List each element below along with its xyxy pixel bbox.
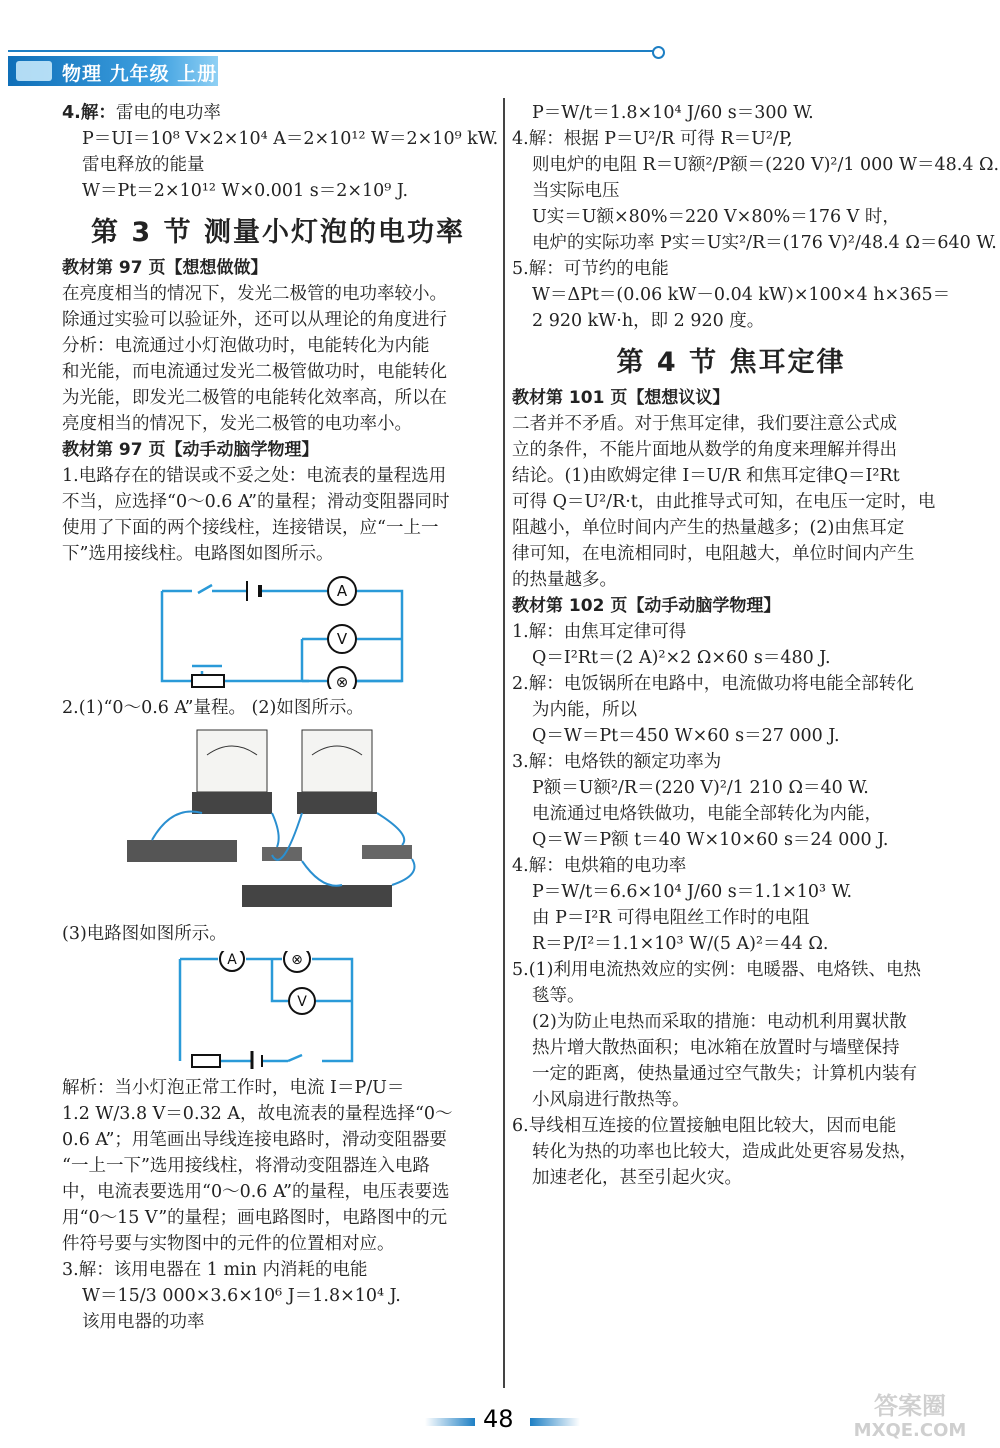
t2-line: 不当，应选择“0～0.6 A”的量程；滑动变阻器同时 [62,492,450,512]
t4-line: 小风扇进行散热等。 [532,1090,690,1110]
heading-p97-exercise: 教材第 97 页【动手动脑学物理】 [62,440,319,460]
q3-line: W＝15/3 000×3.6×10⁶ J＝1.8×10⁴ J. [82,1286,401,1306]
analysis-line: 1.2 W/3.8 V＝0.32 A，故电流表的量程选择“0～ [62,1104,453,1124]
analysis-line: 中，电流表要选用“0～0.6 A”的量程，电压表要选 [62,1182,450,1202]
t1-line: 分析：电流通过小灯泡做功时，电能转化为内能 [62,336,430,356]
t4-line: 电流通过电烙铁做功，电能全部转化为内能， [532,804,882,824]
circuit-diagram-1 [152,571,412,689]
header-rule [8,50,658,52]
t4-line: 转化为热的功率也比较大，造成此处更容易发热， [532,1142,917,1162]
t4-line: Q＝W＝P额 t＝40 W×10×60 s＝24 000 J. [532,830,889,850]
q4-number: 4.解： [62,103,116,123]
analysis-line: “一上一下”选用接线柱，将滑动变阻器连入电路 [62,1156,430,1176]
r2-line: 则电炉的电阻 R＝U额²/P额＝(220 V)²/1 000 W＝48.4 Ω. [532,155,1000,175]
section-4-title: 第 4 节 焦耳定律 [616,347,846,378]
q4-line1: P＝UI＝10⁸ V×2×10⁴ A＝2×10¹² W＝2×10⁹ kW. [82,129,499,149]
column-divider [503,98,505,1388]
q4-line3: W＝Pt＝2×10¹² W×0.001 s＝2×10⁹ J. [82,181,409,201]
t4-line: 5.(1)利用电流热效应的实例：电暖器、电烙铁、电热 [512,960,921,980]
t4-line: (2)为防止电热而采取的措施：电动机利用翼状散 [532,1012,907,1032]
t1-line: 和光能，而电流通过发光二极管做功时，电能转化 [62,362,447,382]
heading-p102: 教材第 102 页【动手动脑学物理】 [512,596,781,616]
header-decor-icon [16,61,52,81]
t4-line: 为内能，所以 [532,700,637,720]
q2c-line: (3)电路图如图所示。 [62,924,227,944]
r5-line: 5.解：可节约的电能 [512,259,669,279]
watermark-logo [835,1388,985,1440]
section-3-title: 第 3 节 测量小灯泡的电功率 [91,217,465,248]
q4-line2: 雷电释放的能量 [82,155,205,175]
r1-line: P＝W/t＝1.8×10⁴ J/60 s＝300 W. [532,103,814,123]
header-rule-end-dot [652,46,665,59]
t2-line: 下”选用接线柱。电路图如图所示。 [62,544,334,564]
q3-line: 3.解：该用电器在 1 min 内消耗的电能 [62,1260,368,1280]
t1-line: 除通过实验可以验证外，还可以从理论的角度进行 [62,310,447,330]
r2-line: 4.解：根据 P＝U²/R 可得 R＝U²/P, [512,129,793,149]
t3-line: 的热量越多。 [512,570,617,590]
heading-p97-think: 教材第 97 页【想想做做】 [62,258,268,278]
t2-line: 1.电路存在的错误或不妥之处：电流表的量程选用 [62,466,447,486]
t1-line: 亮度相当的情况下，发光二极管的电功率小。 [62,414,412,434]
t4-line: 一定的距离，使热量通过空气散失；计算机内装有 [532,1064,917,1084]
header-title: 物理 九年级 上册 [62,63,218,85]
analysis-line: 0.6 A”；用笔画出导线连接电路时，滑动变阻器要 [62,1130,447,1150]
analysis-line: 用“0～15 V”的量程；画电路图时，电路图中的元 [62,1208,448,1228]
t4-line: Q＝I²Rt＝(2 A)²×2 Ω×60 s＝480 J. [532,648,831,668]
circuit-diagram-2 [172,951,372,1069]
t3-line: 律可知，在电流相同时，电阻越大，单位时间内产生 [512,544,915,564]
t4-line: 1.解：由焦耳定律可得 [512,622,687,642]
svg-text:A: A [227,952,237,968]
t4-line: 4.解：电烘箱的电功率 [512,856,687,876]
t3-line: 结论。(1)由欧姆定律 I＝U/R 和焦耳定律Q＝I²Rt [512,466,900,486]
r5-line: W＝ΔPt＝(0.06 kW－0.04 kW)×100×4 h×365＝ [532,285,951,305]
t3-line: 立的条件，不能片面地从数学的角度来理解并得出 [512,440,897,460]
t4-line: P额＝U额²/R＝(220 V)²/1 210 Ω＝40 W. [532,778,869,798]
t4-line: Q＝W＝Pt＝450 W×60 s＝27 000 J. [532,726,840,746]
t4-line: 毯等。 [532,986,585,1006]
t1-line: 在亮度相当的情况下，发光二极管的电功率较小。 [62,284,447,304]
apparatus-photo [122,725,432,915]
t1-line: 为光能，即发光二极管的电能转化效率高，所以在 [62,388,447,408]
t4-line: 3.解：电烙铁的额定功率为 [512,752,722,772]
svg-text:⊗: ⊗ [335,673,349,689]
analysis-line: 件符号要与实物图中的元件的位置相对应。 [62,1234,395,1254]
t4-line: 加速老化，甚至引起火灾。 [532,1168,742,1188]
q2-line: 2.(1)“0～0.6 A”量程。 (2)如图所示。 [62,698,364,718]
watermark-text: 答案圈 [874,1392,946,1420]
watermark-url: MXQE.COM [853,1420,967,1440]
r2-line: 当实际电压 [532,181,620,201]
svg-text:A: A [336,582,348,600]
r2-line: 电炉的实际功率 P实＝U实²/R＝(176 V)²/48.4 Ω＝640 W. [532,233,997,253]
svg-text:⊗: ⊗ [291,952,303,968]
t3-line: 二者并不矛盾。对于焦耳定律，我们要注意公式成 [512,414,897,434]
t4-line: 6.导线相互连接的位置接触电阻比较大，因而电能 [512,1116,897,1136]
q4-text: 雷电的电功率 [115,103,221,123]
analysis-line: 解析：当小灯泡正常工作时，电流 I＝P/U＝ [62,1078,405,1098]
t4-line: 2.解：电饭锅所在电路中，电流做功将电能全部转化 [512,674,914,694]
t4-line: R＝P/I²＝1.1×10³ W/(5 A)²＝44 Ω. [532,934,829,954]
r5-line: 2 920 kW·h，即 2 920 度。 [532,311,765,331]
t4-line: 热片增大散热面积；电冰箱在放置时与墙壁保持 [532,1038,900,1058]
t3-line: 可得 Q＝U²/R·t，由此推导式可知，在电压一定时，电 [512,492,936,512]
left-column [62,100,499,1335]
page-number: 48 [483,1405,514,1433]
footer-left-decor [425,1418,475,1426]
heading-p101: 教材第 101 页【想想议议】 [512,388,730,408]
footer-right-decor [530,1418,580,1426]
t4-line: 由 P＝I²R 可得电阻丝工作时的电阻 [532,908,810,928]
r2-line: U实＝U额×80%＝220 V×80%＝176 V 时， [532,207,900,227]
svg-text:V: V [336,630,348,648]
q3-line: 该用电器的功率 [82,1312,205,1332]
t3-line: 阻越小，单位时间内产生的热量越多；(2)由焦耳定 [512,518,905,538]
svg-text:V: V [297,994,307,1010]
t4-line: P＝W/t＝6.6×10⁴ J/60 s＝1.1×10³ W. [532,882,853,902]
right-column [512,100,1000,1191]
t2-line: 使用了下面的两个接线柱，连接错误，应“一上一 [62,518,439,538]
